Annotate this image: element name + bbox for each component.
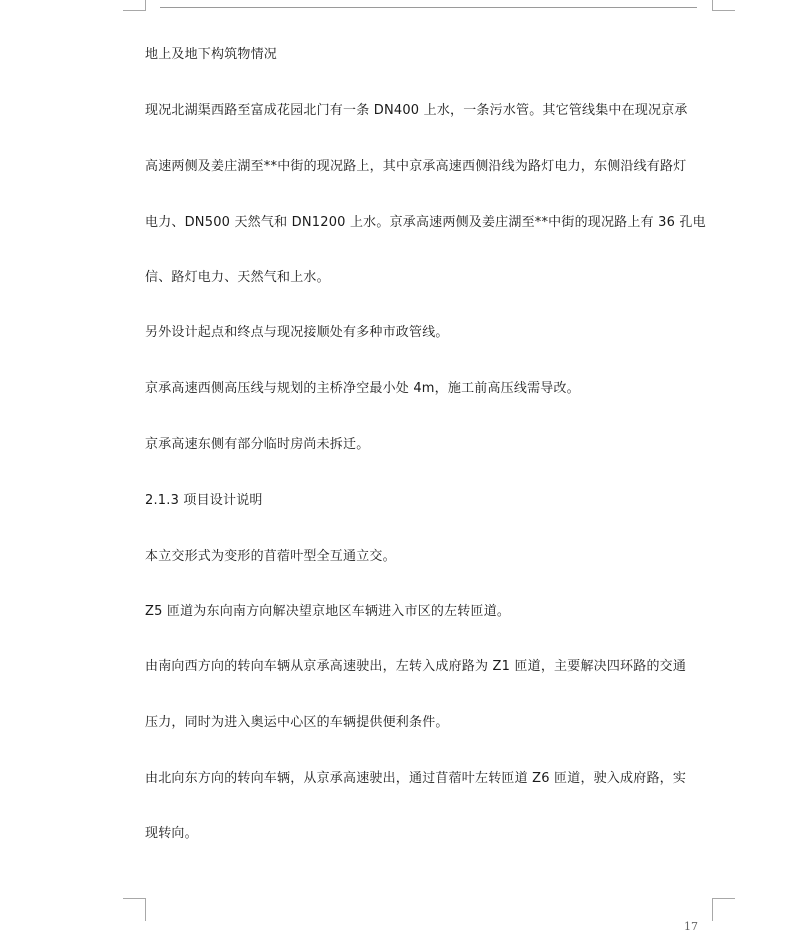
header-rule	[160, 7, 697, 8]
text-line: 现转向。	[145, 826, 198, 841]
page-number: 17	[684, 920, 698, 933]
text-line: 由北向东方向的转向车辆，从京承高速驶出，通过苜蓿叶左转匝道 Z6 匝道，驶入成府路，实	[145, 771, 687, 786]
crop-mark-bottom-right	[712, 898, 735, 921]
text-line: 另外设计起点和终点与现况接顺处有多种市政管线。	[145, 325, 449, 340]
text-line: 京承高速东侧有部分临时房尚未拆迁。	[145, 437, 370, 452]
section-heading: 地上及地下构筑物情况	[145, 47, 278, 62]
text-line: 信、路灯电力、天然气和上水。	[145, 270, 330, 285]
text-line: 现况北湖渠西路至富成花园北门有一条 DN400 上水，一条污水管。其它管线集中在现况京承	[145, 103, 688, 118]
text-line: 本立交形式为变形的苜蓿叶型全互通立交。	[145, 549, 396, 564]
text-line: 京承高速西侧高压线与规划的主桥净空最小处 4m，施工前高压线需导改。	[145, 381, 580, 396]
crop-mark-top-left	[123, 0, 146, 11]
text-line: Z5 匝道为东向南方向解决望京地区车辆进入市区的左转匝道。	[145, 604, 511, 619]
subsection-heading: 2.1.3 项目设计说明	[145, 493, 263, 508]
text-line: 电力、DN500 天然气和 DN1200 上水。京承高速两侧及姜庄湖至**中街的现况路上有 36 孔电	[145, 215, 706, 230]
crop-mark-bottom-left	[123, 898, 146, 921]
text-line: 由南向西方向的转向车辆从京承高速驶出，左转入成府路为 Z1 匝道，主要解决四环路的交通	[145, 659, 687, 674]
crop-mark-top-right	[712, 0, 735, 11]
text-line: 高速两侧及姜庄湖至**中街的现况路上，其中京承高速西侧沿线为路灯电力，东侧沿线有路灯	[145, 159, 687, 174]
text-line: 压力，同时为进入奥运中心区的车辆提供便利条件。	[145, 715, 449, 730]
